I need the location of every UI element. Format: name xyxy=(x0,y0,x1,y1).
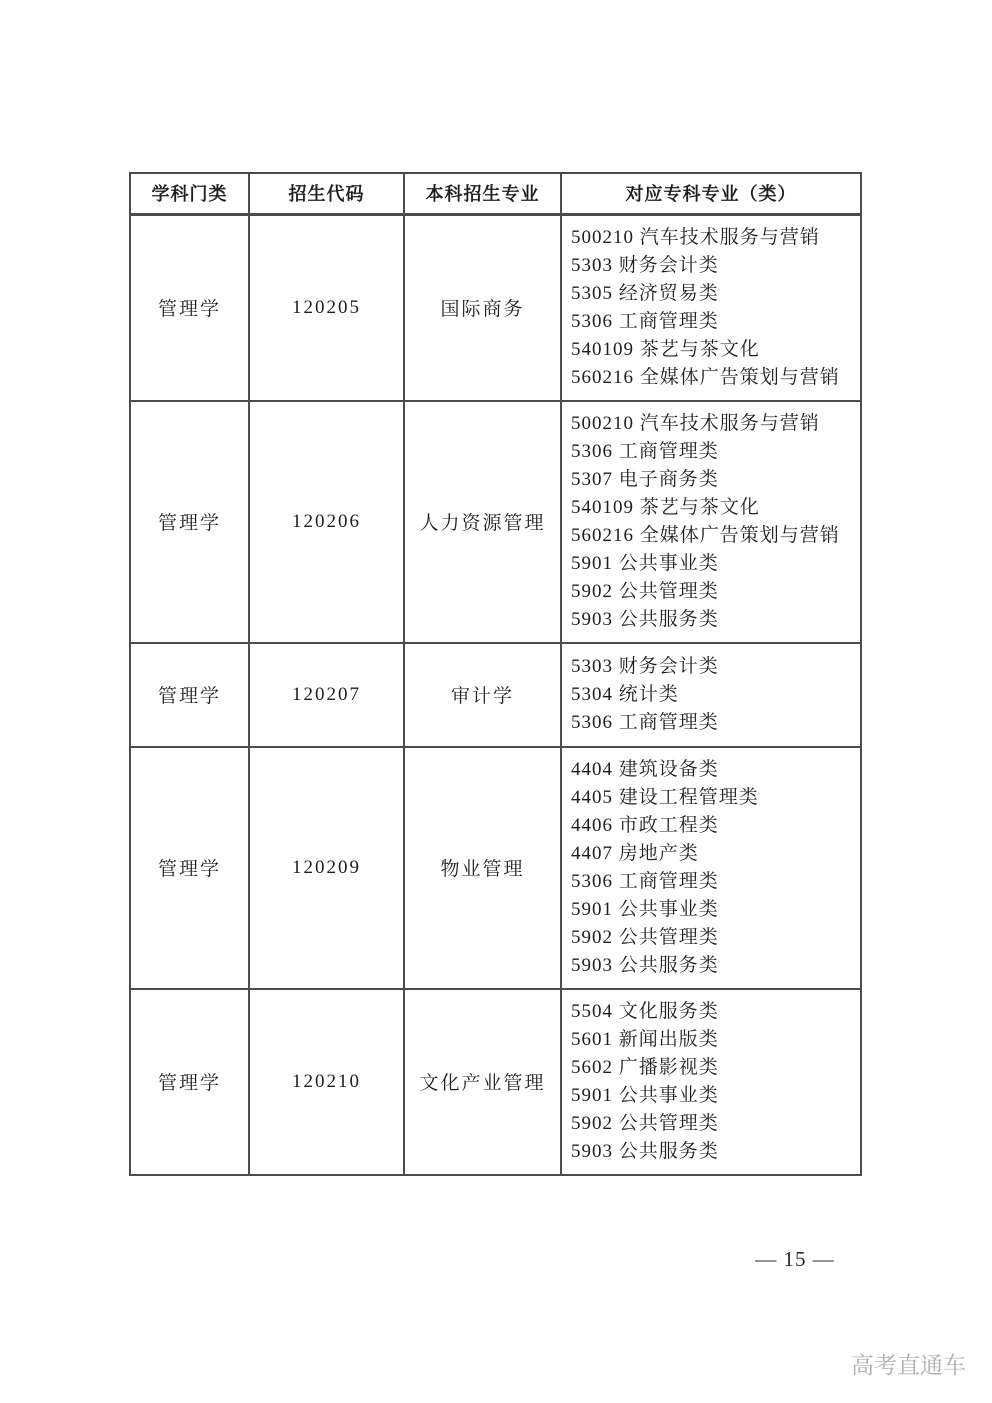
vocational-major-item: 4406 市政工程类 xyxy=(571,814,719,836)
cell-subject-category: 管理学 xyxy=(130,747,249,989)
table-row xyxy=(130,214,861,401)
cell-vocational-majors xyxy=(561,214,861,401)
vocational-major-item: 5902 公共管理类 xyxy=(571,1112,719,1134)
vocational-major-item: 5504 文化服务类 xyxy=(571,1000,719,1022)
cell-vocational-majors xyxy=(561,643,861,747)
vocational-major-item: 540109 茶艺与茶文化 xyxy=(571,338,760,360)
vocational-major-item: 5901 公共事业类 xyxy=(571,552,719,574)
vocational-major-item: 5901 公共事业类 xyxy=(571,1084,719,1106)
cell-undergrad-major: 物业管理 xyxy=(404,747,561,989)
cell-vocational-majors xyxy=(561,401,861,643)
vocational-major-item: 5303 财务会计类 xyxy=(571,655,719,677)
cell-vocational-majors xyxy=(561,747,861,989)
vocational-major-item: 5601 新闻出版类 xyxy=(571,1028,719,1050)
vocational-major-item: 5306 工商管理类 xyxy=(571,711,719,733)
table-row xyxy=(130,989,861,1175)
vocational-major-item: 5903 公共服务类 xyxy=(571,608,719,630)
vocational-major-item: 5903 公共服务类 xyxy=(571,954,719,976)
vocational-major-item: 5306 工商管理类 xyxy=(571,870,719,892)
vocational-major-item: 4404 建筑设备类 xyxy=(571,758,719,780)
vocational-major-item: 5902 公共管理类 xyxy=(571,580,719,602)
cell-undergrad-major: 审计学 xyxy=(404,643,561,747)
header-row xyxy=(130,173,861,214)
vocational-major-item: 5306 工商管理类 xyxy=(571,310,719,332)
vocational-major-item: 500210 汽车技术服务与营销 xyxy=(571,226,820,248)
vocational-major-item: 560216 全媒体广告策划与营销 xyxy=(571,366,840,388)
column-header-admission-code: 招生代码 xyxy=(249,173,404,214)
majors-table xyxy=(129,172,862,1176)
cell-admission-code: 120207 xyxy=(249,643,404,747)
vocational-major-item: 5303 财务会计类 xyxy=(571,254,719,276)
cell-subject-category: 管理学 xyxy=(130,643,249,747)
cell-subject-category: 管理学 xyxy=(130,989,249,1175)
column-header-subject-category: 学科门类 xyxy=(130,173,249,214)
cell-undergrad-major: 人力资源管理 xyxy=(404,401,561,643)
watermark-gaokaozhitongche: 高考直通车 xyxy=(851,1352,966,1378)
vocational-major-item: 5305 经济贸易类 xyxy=(571,282,719,304)
cell-undergrad-major: 国际商务 xyxy=(404,214,561,401)
cell-admission-code: 120205 xyxy=(249,214,404,401)
column-header-vocational-majors: 对应专科专业（类） xyxy=(561,173,861,214)
vocational-major-item: 500210 汽车技术服务与营销 xyxy=(571,412,820,434)
vocational-major-item: 4405 建设工程管理类 xyxy=(571,786,759,808)
cell-undergrad-major: 文化产业管理 xyxy=(404,989,561,1175)
vocational-major-item: 5307 电子商务类 xyxy=(571,468,719,490)
table-row xyxy=(130,747,861,989)
cell-subject-category: 管理学 xyxy=(130,401,249,643)
vocational-major-item: 5602 广播影视类 xyxy=(571,1056,719,1078)
cell-subject-category: 管理学 xyxy=(130,214,249,401)
vocational-major-item: 5902 公共管理类 xyxy=(571,926,719,948)
vocational-major-item: 5903 公共服务类 xyxy=(571,1140,719,1162)
page-number: — 15 — xyxy=(755,1247,835,1271)
cell-admission-code: 120206 xyxy=(249,401,404,643)
vocational-major-item: 560216 全媒体广告策划与营销 xyxy=(571,524,840,546)
cell-admission-code: 120210 xyxy=(249,989,404,1175)
cell-vocational-majors xyxy=(561,989,861,1175)
table-row xyxy=(130,643,861,747)
vocational-major-item: 5306 工商管理类 xyxy=(571,440,719,462)
table-row xyxy=(130,401,861,643)
vocational-major-item: 4407 房地产类 xyxy=(571,842,699,864)
vocational-major-item: 5901 公共事业类 xyxy=(571,898,719,920)
column-header-undergrad-major: 本科招生专业 xyxy=(404,173,561,214)
vocational-major-item: 5304 统计类 xyxy=(571,683,679,705)
cell-admission-code: 120209 xyxy=(249,747,404,989)
vocational-major-item: 540109 茶艺与茶文化 xyxy=(571,496,760,518)
